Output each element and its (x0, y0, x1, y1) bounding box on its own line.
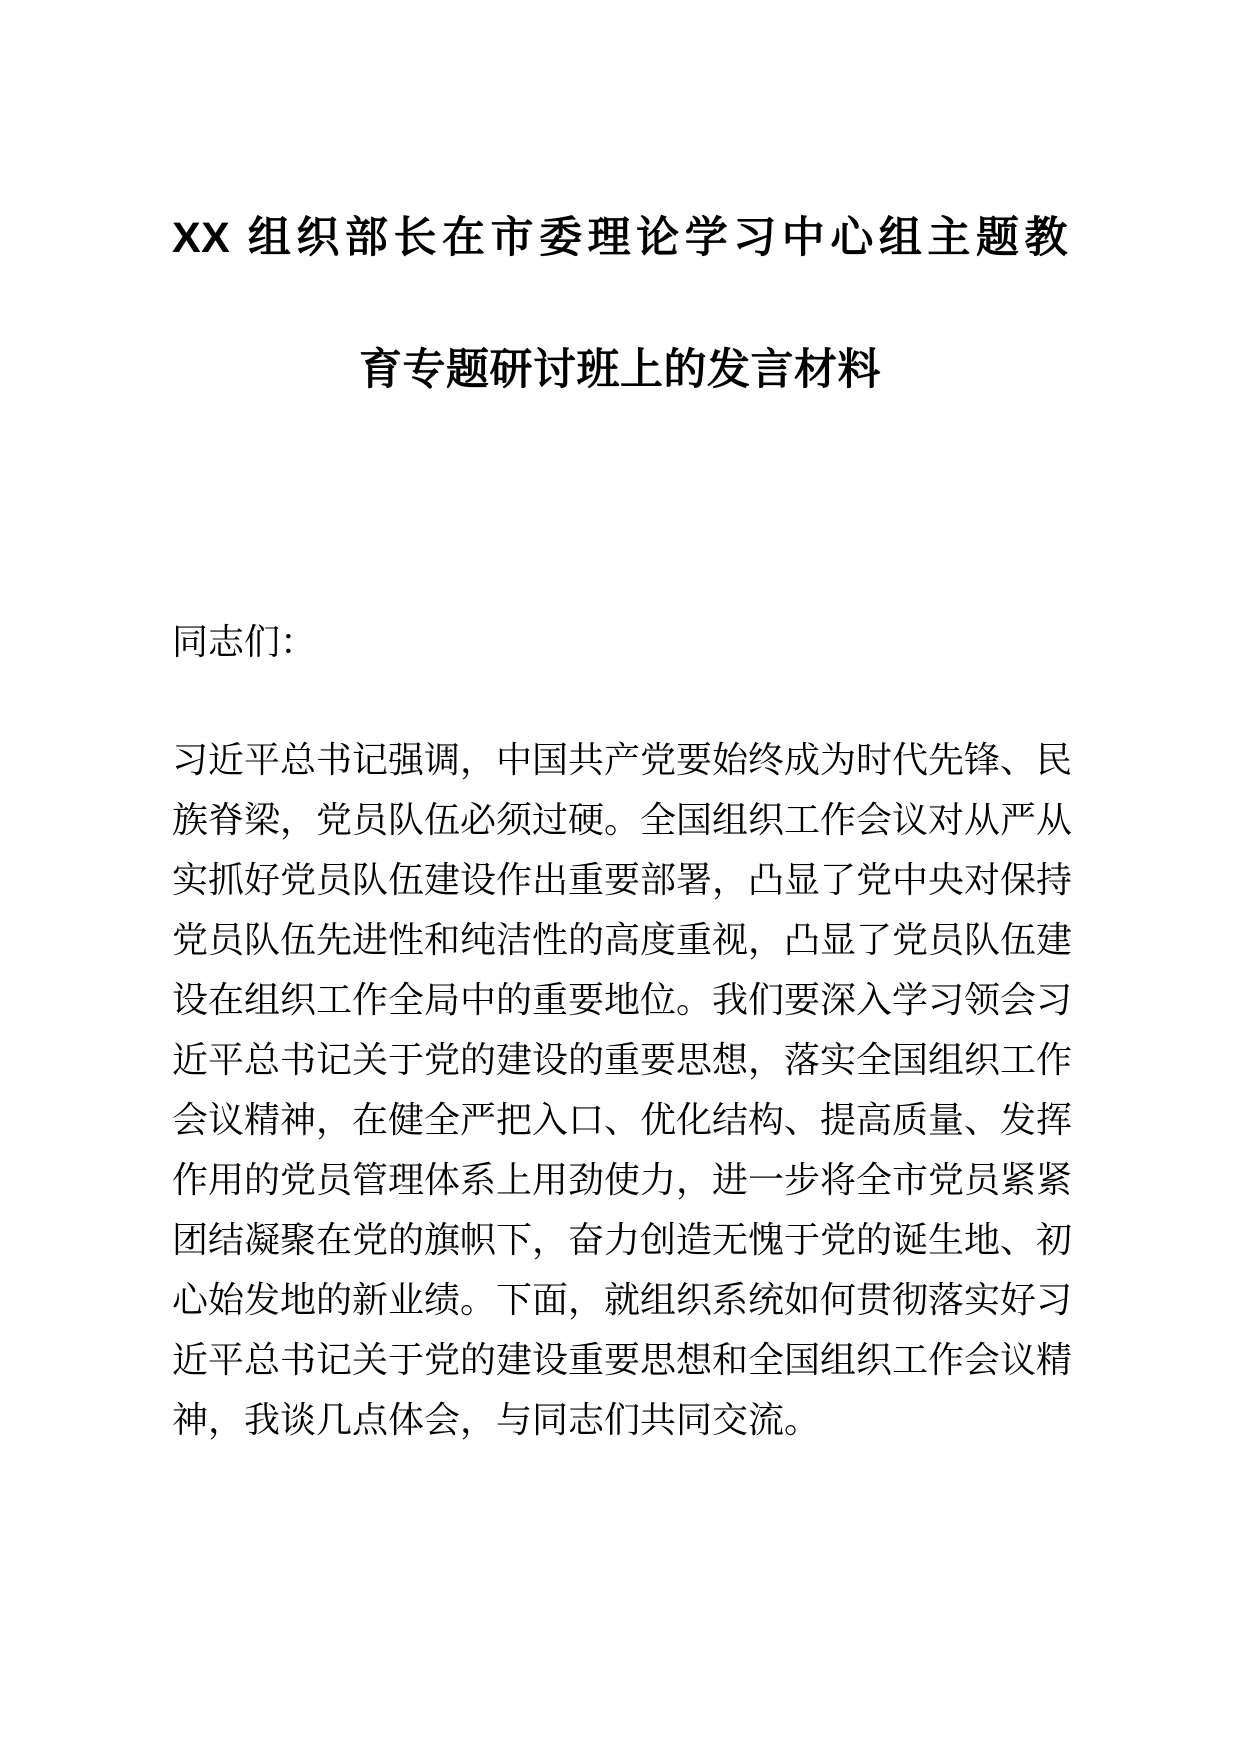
body-line: 神，我谈几点体会，与同志们共同交流。 (172, 1399, 821, 1440)
salutation: 同志们： (172, 621, 317, 662)
body-line: 习近平总书记强调，中国共产党要始终成为时代先锋、民 (172, 739, 1073, 780)
body-line: 会议精神，在健全严把入口、优化结构、提高质量、发挥 (172, 1099, 1073, 1140)
body-line: 实抓好党员队伍建设作出重要部署，凸显了党中央对保持 (172, 859, 1073, 900)
body-line: 近平总书记关于党的建设的重要思想，落实全国组织工作 (172, 1039, 1073, 1080)
body-line: 设在组织工作全局中的重要地位。我们要深入学习领会习 (172, 979, 1073, 1020)
body-line: 族脊梁，党员队伍必须过硬。全国组织工作会议对从严从 (172, 799, 1073, 840)
page-title (172, 172, 1068, 436)
title-line-2: 育专题研讨班上的发言材料 (359, 346, 881, 394)
body-line: 近平总书记关于党的建设重要思想和全国组织工作会议精 (172, 1339, 1073, 1380)
body-line: 作用的党员管理体系上用劲使力，进一步将全市党员紧紧 (172, 1159, 1073, 1200)
body-line: 团结凝聚在党的旗帜下，奋力创造无愧于党的诞生地、初 (172, 1219, 1073, 1260)
body-line: 党员队伍先进性和纯洁性的高度重视，凸显了党员队伍建 (172, 919, 1073, 960)
body-line: 心始发地的新业绩。下面，就组织系统如何贯彻落实好习 (172, 1279, 1073, 1320)
title-line-1: XX 组织部长在市委理论学习中心组主题教 (172, 214, 1068, 262)
body-paragraph (172, 730, 1073, 1450)
